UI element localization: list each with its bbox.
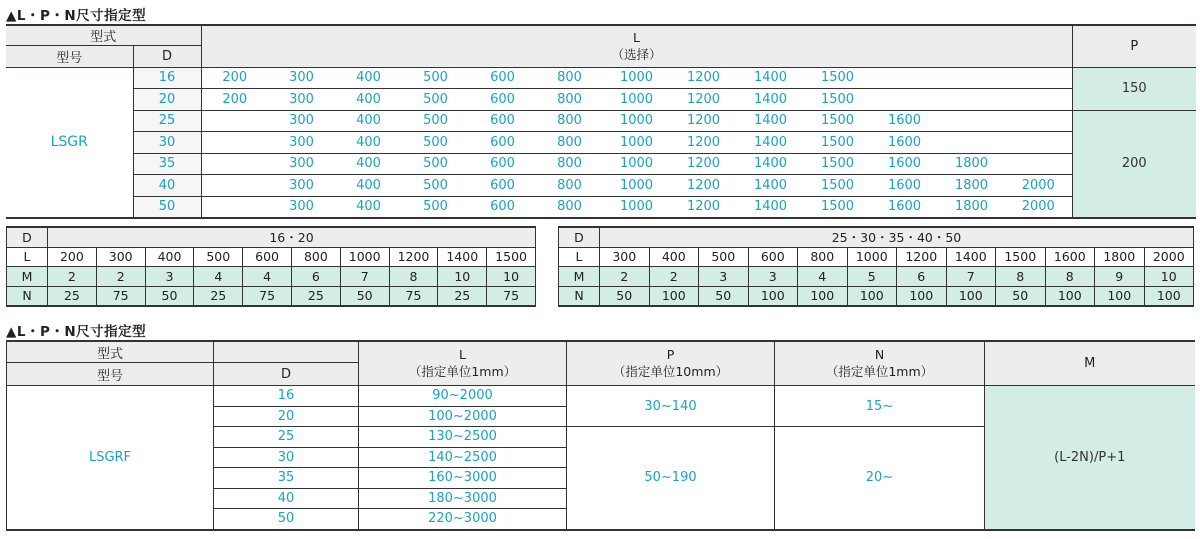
m-value: 4 — [194, 267, 243, 287]
l-value: 1400 — [737, 89, 804, 111]
lsgr-size-table — [6, 24, 1196, 219]
l-value: 1600 — [871, 196, 938, 218]
l-value: 1500 — [996, 247, 1046, 267]
l-value — [1005, 67, 1072, 89]
l-value: 600 — [469, 153, 536, 175]
n-value: 25 — [48, 286, 97, 306]
l-label: L — [7, 247, 48, 267]
l-value: 1500 — [804, 153, 871, 175]
header-l-sub: （选择） — [611, 46, 662, 62]
l-value: 1800 — [938, 196, 1005, 218]
m-value: 9 — [1095, 267, 1145, 287]
model-name: LSGR — [6, 67, 133, 218]
m-value: 2 — [96, 267, 145, 287]
l-value: 400 — [335, 110, 402, 132]
section2-heading: ▲L・P・N尺寸指定型 — [6, 324, 147, 340]
l-value: 1600 — [871, 175, 938, 197]
d-value: 20 — [133, 89, 201, 111]
l-value: 500 — [402, 132, 469, 154]
p-value: 150 — [1072, 67, 1196, 110]
m-value: 3 — [748, 267, 798, 287]
l-value: 1500 — [804, 175, 871, 197]
model-name: LSGRF — [7, 386, 214, 530]
n-range: 15~ — [775, 386, 985, 427]
n-row — [559, 286, 1194, 306]
l-value: 800 — [536, 89, 603, 111]
l-value: 600 — [469, 132, 536, 154]
l-value — [1005, 110, 1072, 132]
n-value: 75 — [243, 286, 292, 306]
l-value — [201, 110, 268, 132]
l-value: 800 — [291, 247, 340, 267]
m-row — [7, 267, 536, 287]
l-value: 800 — [798, 247, 848, 267]
d-row — [559, 227, 1194, 247]
l-value: 1000 — [603, 132, 670, 154]
m-row — [559, 267, 1194, 287]
n-range: 20~ — [775, 427, 985, 530]
header-l-label: L — [459, 347, 466, 362]
l-value: 1400 — [438, 247, 487, 267]
m-value: 2 — [600, 267, 650, 287]
l-value: 1600 — [1045, 247, 1095, 267]
p-value: 200 — [1072, 110, 1196, 218]
n-value: 100 — [1144, 286, 1194, 306]
m-value: 2 — [649, 267, 699, 287]
l-value: 1400 — [737, 153, 804, 175]
m-value: 10 — [1144, 267, 1194, 287]
l-value — [938, 110, 1005, 132]
l-value: 300 — [96, 247, 145, 267]
l-range: 100~2000 — [359, 406, 567, 427]
l-value: 1200 — [389, 247, 438, 267]
l-value — [201, 132, 268, 154]
mn-table-25-50 — [558, 226, 1194, 307]
l-value: 1400 — [737, 110, 804, 132]
size-row — [6, 110, 1196, 132]
n-value: 75 — [487, 286, 536, 306]
header-p: P — [1072, 25, 1196, 67]
l-value: 1200 — [670, 175, 737, 197]
m-value: 5 — [847, 267, 897, 287]
l-value: 1000 — [603, 153, 670, 175]
l-value: 1500 — [487, 247, 536, 267]
l-value: 400 — [335, 132, 402, 154]
n-value: 100 — [748, 286, 798, 306]
header-n — [775, 341, 985, 386]
header-n-label: N — [874, 347, 885, 362]
mn-table-16-20 — [6, 226, 536, 307]
d-value: 35 — [214, 468, 359, 489]
l-value: 1400 — [946, 247, 996, 267]
header-l — [201, 25, 1072, 67]
l-value: 1400 — [737, 67, 804, 89]
n-value: 100 — [847, 286, 897, 306]
l-value: 500 — [402, 153, 469, 175]
section1-heading: ▲L・P・N尺寸指定型 — [6, 8, 147, 24]
m-value: 8 — [389, 267, 438, 287]
lsgrf-size-table — [6, 340, 1195, 531]
l-range: 90~2000 — [359, 386, 567, 407]
l-value: 600 — [748, 247, 798, 267]
header-m: M — [985, 341, 1195, 386]
l-value: 1600 — [871, 132, 938, 154]
l-value: 300 — [268, 175, 335, 197]
d-value: 16 — [214, 386, 359, 407]
l-value: 1000 — [603, 175, 670, 197]
l-value: 800 — [536, 196, 603, 218]
n-value: 75 — [96, 286, 145, 306]
d-value: 50 — [133, 196, 201, 218]
l-value: 1500 — [804, 132, 871, 154]
l-row — [559, 247, 1194, 267]
l-value: 600 — [469, 67, 536, 89]
l-value: 600 — [469, 110, 536, 132]
l-value: 500 — [402, 89, 469, 111]
header-model: 型号 — [7, 363, 214, 386]
m-value: 2 — [48, 267, 97, 287]
l-value: 300 — [268, 89, 335, 111]
l-value: 1000 — [603, 67, 670, 89]
d-value: 16 — [133, 67, 201, 89]
d-value: 30 — [214, 447, 359, 468]
l-value: 600 — [469, 196, 536, 218]
l-value: 400 — [335, 89, 402, 111]
l-label: L — [559, 247, 600, 267]
l-value — [201, 153, 268, 175]
n-value: 75 — [389, 286, 438, 306]
d-value: 50 — [214, 509, 359, 530]
l-range: 130~2500 — [359, 427, 567, 448]
m-label: M — [559, 267, 600, 287]
l-value: 400 — [335, 153, 402, 175]
l-value: 500 — [402, 196, 469, 218]
l-value: 1200 — [670, 196, 737, 218]
l-value: 2000 — [1005, 196, 1072, 218]
n-value: 100 — [897, 286, 947, 306]
d-value: 25 — [214, 427, 359, 448]
size-row — [6, 132, 1196, 154]
l-value: 800 — [536, 110, 603, 132]
size-row — [6, 89, 1196, 111]
l-value — [938, 67, 1005, 89]
d-label: D — [7, 227, 48, 247]
d-value: 25・30・35・40・50 — [600, 227, 1194, 247]
d-value: 35 — [133, 153, 201, 175]
l-value: 300 — [268, 110, 335, 132]
m-value: 4 — [243, 267, 292, 287]
n-value: 50 — [600, 286, 650, 306]
l-value — [871, 67, 938, 89]
l-value: 1200 — [670, 89, 737, 111]
size-row — [6, 153, 1196, 175]
l-value: 1800 — [938, 153, 1005, 175]
l-value: 1200 — [670, 110, 737, 132]
l-value: 300 — [268, 67, 335, 89]
l-value: 1200 — [897, 247, 947, 267]
m-value: 10 — [487, 267, 536, 287]
d-label: D — [559, 227, 600, 247]
l-value: 200 — [201, 67, 268, 89]
l-value: 300 — [600, 247, 650, 267]
n-value: 50 — [996, 286, 1046, 306]
header-model: 型号 — [6, 46, 133, 68]
l-value — [1005, 132, 1072, 154]
n-value: 25 — [291, 286, 340, 306]
l-value: 1200 — [670, 132, 737, 154]
d-value: 30 — [133, 132, 201, 154]
n-value: 25 — [194, 286, 243, 306]
l-value: 400 — [145, 247, 194, 267]
n-value: 100 — [1095, 286, 1145, 306]
d-row — [7, 227, 536, 247]
p-range: 30~140 — [567, 386, 775, 427]
l-value: 1400 — [737, 196, 804, 218]
header-d: D — [214, 363, 359, 386]
d-value: 20 — [214, 406, 359, 427]
l-value: 1000 — [340, 247, 389, 267]
n-value: 25 — [438, 286, 487, 306]
l-value: 1000 — [603, 89, 670, 111]
l-value — [871, 89, 938, 111]
l-value: 1600 — [871, 153, 938, 175]
header-d: D — [133, 46, 201, 68]
m-value: 7 — [946, 267, 996, 287]
d-value: 16・20 — [48, 227, 536, 247]
header-p-sub: （指定单位10mm） — [612, 364, 729, 379]
m-value: 8 — [1045, 267, 1095, 287]
l-value: 400 — [335, 175, 402, 197]
l-value: 1800 — [938, 175, 1005, 197]
l-value: 300 — [268, 153, 335, 175]
m-value: 6 — [897, 267, 947, 287]
l-value: 1800 — [1095, 247, 1145, 267]
m-value: 3 — [145, 267, 194, 287]
l-value: 800 — [536, 132, 603, 154]
p-range: 50~190 — [567, 427, 775, 530]
l-value: 500 — [699, 247, 749, 267]
l-value — [938, 89, 1005, 111]
l-value: 500 — [402, 67, 469, 89]
header-type: 型式 — [6, 25, 201, 46]
l-value: 500 — [402, 110, 469, 132]
l-value: 1500 — [804, 67, 871, 89]
l-value — [201, 175, 268, 197]
header-n-sub: （指定单位1mm） — [825, 364, 934, 379]
l-value: 2000 — [1005, 175, 1072, 197]
l-row — [7, 247, 536, 267]
l-value: 400 — [335, 67, 402, 89]
n-label: N — [7, 286, 48, 306]
n-row — [7, 286, 536, 306]
size-row — [6, 196, 1196, 218]
l-value: 1400 — [737, 132, 804, 154]
l-range: 160~3000 — [359, 468, 567, 489]
l-value: 300 — [268, 196, 335, 218]
l-value: 800 — [536, 67, 603, 89]
header-p — [567, 341, 775, 386]
n-value: 50 — [145, 286, 194, 306]
l-value — [201, 196, 268, 218]
size-row — [6, 67, 1196, 89]
l-value: 1500 — [804, 89, 871, 111]
m-formula: (L-2N)/P+1 — [985, 386, 1195, 530]
size-row — [6, 175, 1196, 197]
n-value: 100 — [798, 286, 848, 306]
n-label: N — [559, 286, 600, 306]
l-value: 1000 — [603, 196, 670, 218]
n-value: 50 — [699, 286, 749, 306]
l-value: 1600 — [871, 110, 938, 132]
l-value: 300 — [268, 132, 335, 154]
l-value: 1000 — [847, 247, 897, 267]
m-value: 6 — [291, 267, 340, 287]
n-value: 50 — [340, 286, 389, 306]
l-value: 800 — [536, 175, 603, 197]
l-value: 800 — [536, 153, 603, 175]
d-value: 40 — [133, 175, 201, 197]
l-value: 600 — [469, 89, 536, 111]
header-l-sub: （指定单位1mm） — [408, 364, 517, 379]
l-value: 200 — [48, 247, 97, 267]
size-row — [7, 386, 1195, 407]
l-range: 220~3000 — [359, 509, 567, 530]
l-value — [1005, 89, 1072, 111]
l-value: 600 — [243, 247, 292, 267]
l-value: 1200 — [670, 153, 737, 175]
l-value: 1500 — [804, 110, 871, 132]
l-value: 1200 — [670, 67, 737, 89]
d-value: 25 — [133, 110, 201, 132]
l-value: 400 — [335, 196, 402, 218]
d-value: 40 — [214, 488, 359, 509]
n-value: 100 — [649, 286, 699, 306]
header-l — [359, 341, 567, 386]
l-range: 180~3000 — [359, 488, 567, 509]
l-value: 2000 — [1144, 247, 1194, 267]
l-value: 400 — [649, 247, 699, 267]
l-value: 600 — [469, 175, 536, 197]
header-p-label: P — [666, 347, 675, 362]
l-value — [1005, 153, 1072, 175]
m-value: 7 — [340, 267, 389, 287]
l-value: 500 — [402, 175, 469, 197]
l-value: 200 — [201, 89, 268, 111]
l-range: 140~2500 — [359, 447, 567, 468]
header-l-label: L — [633, 29, 641, 45]
l-value: 1000 — [603, 110, 670, 132]
m-value: 4 — [798, 267, 848, 287]
m-value: 3 — [699, 267, 749, 287]
m-label: M — [7, 267, 48, 287]
l-value: 1400 — [737, 175, 804, 197]
header-type: 型式 — [7, 341, 214, 363]
m-value: 10 — [438, 267, 487, 287]
l-value: 1500 — [804, 196, 871, 218]
n-value: 100 — [946, 286, 996, 306]
l-value: 500 — [194, 247, 243, 267]
l-value — [938, 132, 1005, 154]
m-value: 8 — [996, 267, 1046, 287]
n-value: 100 — [1045, 286, 1095, 306]
